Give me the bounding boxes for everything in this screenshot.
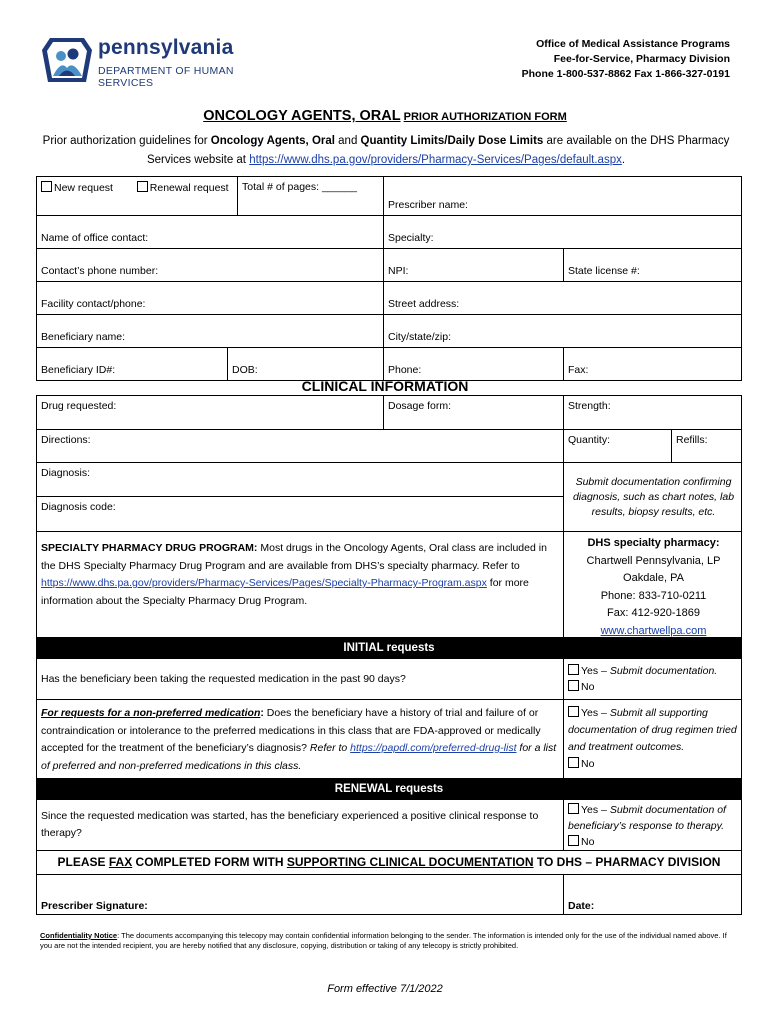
total-pages-field[interactable] [237, 177, 383, 215]
logo-department: DEPARTMENT OF HUMAN SERVICES [98, 65, 234, 89]
prescriber-name-label: Prescriber name: [388, 199, 468, 211]
renewal-q1-yes-checkbox[interactable] [568, 803, 579, 814]
new-request-label: New request [54, 182, 113, 194]
initial-q2-tail: for a list of preferred and non-preferred medications in this class. [41, 742, 557, 772]
keystone-logo-icon [40, 32, 94, 86]
total-pages-label: Total # of pages: ______ [242, 181, 358, 193]
confidentiality-notice [40, 931, 730, 951]
office-phone-fax: Phone 1-800-537-8862 Fax 1-866-327-0191 [521, 68, 730, 80]
chartwell-website-link[interactable]: www.chartwellpa.com [600, 624, 707, 637]
fax-banner-part: PLEASE [57, 855, 109, 869]
dhs-specialty-pharmacy-title: DHS specialty pharmacy: [587, 537, 720, 549]
diagnosis-code-field[interactable] [37, 497, 563, 532]
office-contact-label: Name of office contact: [41, 232, 149, 244]
guidelines-part: . [621, 154, 626, 166]
specialty-pharmacy-link[interactable]: https://www.dhs.pa.gov/providers/Pharmacy-Services/Pages/Specialty-Pharmacy-Program.aspx [41, 577, 487, 589]
quantity-label: Quantity: [568, 434, 611, 446]
guidelines-part: are available on the DHS Pharmacy Services website at [146, 135, 730, 166]
beneficiary-id-field[interactable] [37, 348, 227, 380]
request-type-row [37, 177, 741, 216]
fax-banner-fax: FAX [108, 855, 133, 869]
beneficiary-name-row [37, 315, 741, 348]
contact-phone-field[interactable] [37, 249, 383, 281]
renewal-q1-text: Since the requested medication was started, has the beneficiary experienced a positive clinical response to therapy? [41, 810, 539, 839]
initial-q1-row [37, 659, 741, 700]
beneficiary-id-row [37, 348, 741, 381]
fax-instruction-banner [37, 851, 741, 875]
directions-row [37, 430, 741, 463]
dhs-pharmacy-link[interactable]: https://www.dhs.pa.gov/providers/Pharmacy-Services/Pages/default.aspx [249, 154, 622, 166]
guidelines-bold-limits: Quantity Limits/Daily Dose Limits [360, 135, 544, 147]
form-title-sub: PRIOR AUTHORIZATION FORM [403, 111, 567, 123]
submit-documentation-note: Submit documentation confirming diagnosis, such as chart notes, lab results, biopsy results, etc. [572, 475, 735, 518]
confidentiality-text: : The documents accompanying this telecopy may contain confidential information belonging to the sender. The information is intended only for the use of the individual named above. If you are not the intended recipient, you are hereby notified that any disclosure, copying, distribution or taking of any telecopy is strictly prohibited. [40, 931, 727, 950]
city-state-zip-field[interactable] [383, 315, 743, 347]
diagnosis-note-cell [563, 463, 743, 531]
initial-q2-row [37, 700, 741, 779]
initial-q2-answers [563, 700, 743, 778]
renewal-q1-no-label: No [581, 836, 595, 848]
city-state-zip-label: City/state/zip: [388, 331, 452, 343]
phone-label: Phone: [388, 364, 422, 376]
initial-q2-yes-checkbox[interactable] [568, 706, 579, 717]
facility-phone-field[interactable] [37, 282, 383, 314]
signature-row [37, 875, 741, 915]
facility-row [37, 282, 741, 315]
new-request-checkbox[interactable] [41, 181, 52, 192]
renewal-q1-yes-note: – Submit documentation of beneficiary’s response to therapy. [568, 804, 726, 832]
form-title [0, 108, 770, 124]
street-address-label: Street address: [388, 298, 460, 310]
initial-q1-yes-note: – Submit documentation. [598, 665, 718, 677]
office-info [522, 37, 730, 82]
renewal-q1-no-checkbox[interactable] [568, 835, 579, 846]
fax-banner-docs: SUPPORTING CLINICAL DOCUMENTATION [286, 855, 534, 869]
renewal-request-label: Renewal request [149, 182, 229, 194]
initial-q1-question [37, 659, 563, 699]
fax-banner-part: COMPLETED FORM WITH [132, 855, 287, 869]
prescriber-signature-field[interactable] [37, 875, 563, 914]
drug-requested-label: Drug requested: [41, 400, 117, 412]
dob-label: DOB: [232, 364, 258, 376]
npi-label: NPI: [388, 265, 409, 277]
drug-requested-field[interactable] [37, 396, 383, 429]
specialty-pharmacy-text: Most drugs in the Oncology Agents, Oral class are included in the DHS Specialty Pharmacy Drug Program and are available from DHS’s specialty pharmacy. Refer to [41, 542, 547, 572]
guidelines-part: Prior authorization guidelines for [42, 135, 211, 147]
office-contact-field[interactable] [37, 216, 383, 248]
diagnosis-cells [37, 463, 563, 531]
drug-row [37, 396, 741, 430]
initial-q1-text: Has the beneficiary been taking the requested medication in the past 90 days? [41, 673, 406, 685]
npi-field[interactable] [383, 249, 563, 281]
non-preferred-colon: : [260, 707, 264, 719]
renewal-request-checkbox[interactable] [137, 181, 148, 192]
beneficiary-name-label: Beneficiary name: [41, 331, 126, 343]
form-title-main: ONCOLOGY AGENTS, ORAL [203, 108, 401, 124]
diagnosis-field[interactable] [37, 463, 563, 497]
phone-field[interactable] [383, 348, 563, 380]
dhs-specialty-pharmacy-info [563, 532, 743, 637]
clinical-heading: CLINICAL INFORMATION [301, 378, 469, 394]
specialty-pharmacy-phone: Phone: 833-710-0211 [600, 589, 707, 602]
dosage-form-field[interactable] [383, 396, 563, 429]
preferred-drug-list-link[interactable]: https://papdl.com/preferred-drug-list [350, 742, 517, 754]
beneficiary-name-field[interactable] [37, 315, 383, 347]
office-division: Fee-for-Service, Pharmacy Division [553, 53, 730, 65]
facility-phone-label: Facility contact/phone: [41, 298, 146, 310]
non-preferred-lead: For requests for a non-preferred medication [41, 707, 261, 719]
specialty-pharmacy-row [37, 532, 741, 638]
renewal-q1-question [37, 800, 563, 850]
initial-q1-answers [563, 659, 743, 699]
dob-field[interactable] [227, 348, 383, 380]
specialty-pharmacy-name: Chartwell Pennsylvania, LP [586, 554, 721, 567]
strength-field[interactable] [563, 396, 743, 429]
guidelines-bold-drug: Oncology Agents, Oral [210, 135, 335, 147]
dosage-form-label: Dosage form: [388, 400, 452, 412]
state-license-field[interactable] [563, 249, 743, 281]
guidelines-text [36, 132, 736, 170]
initial-q1-no-checkbox[interactable] [568, 680, 579, 691]
directions-field[interactable] [37, 430, 563, 462]
initial-q2-question [37, 700, 563, 778]
contact-phone-label: Contact’s phone number: [41, 265, 159, 277]
renewal-q1-row [37, 800, 741, 851]
renewal-requests-bar: RENEWAL requests [37, 779, 741, 800]
request-type-options [41, 181, 229, 194]
signature-date-field[interactable] [563, 875, 743, 914]
quantity-field[interactable] [563, 430, 671, 462]
confidentiality-label: Confidentiality Notice [40, 931, 118, 940]
pa-dhs-logo [40, 32, 290, 88]
fax-field[interactable] [563, 348, 743, 380]
specialty-pharmacy-text-tail: for more information about the Specialty Pharmacy Drug Program. [41, 577, 529, 607]
specialty-pharmacy-fax: Fax: 412-920-1869 [607, 607, 700, 619]
clinical-grid [36, 395, 742, 915]
initial-requests-bar: INITIAL requests [37, 638, 741, 659]
renewal-q1-answers [563, 800, 743, 850]
strength-label: Strength: [568, 400, 611, 412]
initial-q2-yes-note: – Submit all supporting documentation of drug regimen tried and treatment outcomes. [568, 707, 737, 753]
diagnosis-code-label: Diagnosis code: [41, 501, 116, 513]
office-name: Office of Medical Assistance Programs [536, 38, 730, 50]
prescriber-signature-label: Prescriber Signature: [41, 900, 148, 912]
initial-q2-text: Does the beneficiary have a history of trial and failure of or contraindication or intolerance to the preferred medications in this class that are FDA-approved or medically accepted for the treatment of the beneficiary’s diagnosis? [41, 707, 541, 754]
diagnosis-row [37, 463, 741, 532]
initial-q2-ref: Refer to [309, 742, 351, 754]
office-contact-row [37, 216, 741, 249]
specialty-pharmacy-city: Oakdale, PA [623, 572, 684, 584]
beneficiary-id-label: Beneficiary ID#: [41, 364, 116, 376]
logo-wordmark: pennsylvania [98, 36, 234, 59]
guidelines-part: and [334, 135, 361, 147]
street-address-field[interactable] [383, 282, 743, 314]
specialty-label: Specialty: [388, 232, 434, 244]
state-license-label: State license #: [568, 265, 640, 277]
contact-phone-row [37, 249, 741, 282]
initial-q1-no-label: No [581, 681, 595, 693]
prescriber-grid [36, 176, 742, 381]
fax-banner-part: TO DHS – PHARMACY DIVISION [533, 855, 721, 869]
initial-q2-no-label: No [581, 758, 595, 770]
request-type-cell [37, 177, 237, 215]
refills-field[interactable] [671, 430, 743, 462]
signature-date-label: Date: [568, 900, 595, 912]
fax-label: Fax: [568, 364, 589, 376]
prescriber-name-field[interactable] [383, 177, 743, 215]
form-effective-date: Form effective 7/1/2022 [327, 983, 443, 995]
specialty-field[interactable] [383, 216, 743, 248]
diagnosis-label: Diagnosis: [41, 467, 91, 479]
specialty-pharmacy-heading: SPECIALTY PHARMACY DRUG PROGRAM: [41, 542, 258, 554]
initial-q1-yes-label: Yes [581, 665, 599, 677]
refills-label: Refills: [676, 434, 708, 446]
initial-q2-yes-label: Yes [581, 707, 599, 719]
renewal-q1-yes-label: Yes [581, 804, 599, 816]
directions-label: Directions: [41, 434, 91, 446]
specialty-pharmacy-program-text [37, 532, 563, 637]
initial-q1-yes-checkbox[interactable] [568, 664, 579, 675]
initial-q2-no-checkbox[interactable] [568, 757, 579, 768]
